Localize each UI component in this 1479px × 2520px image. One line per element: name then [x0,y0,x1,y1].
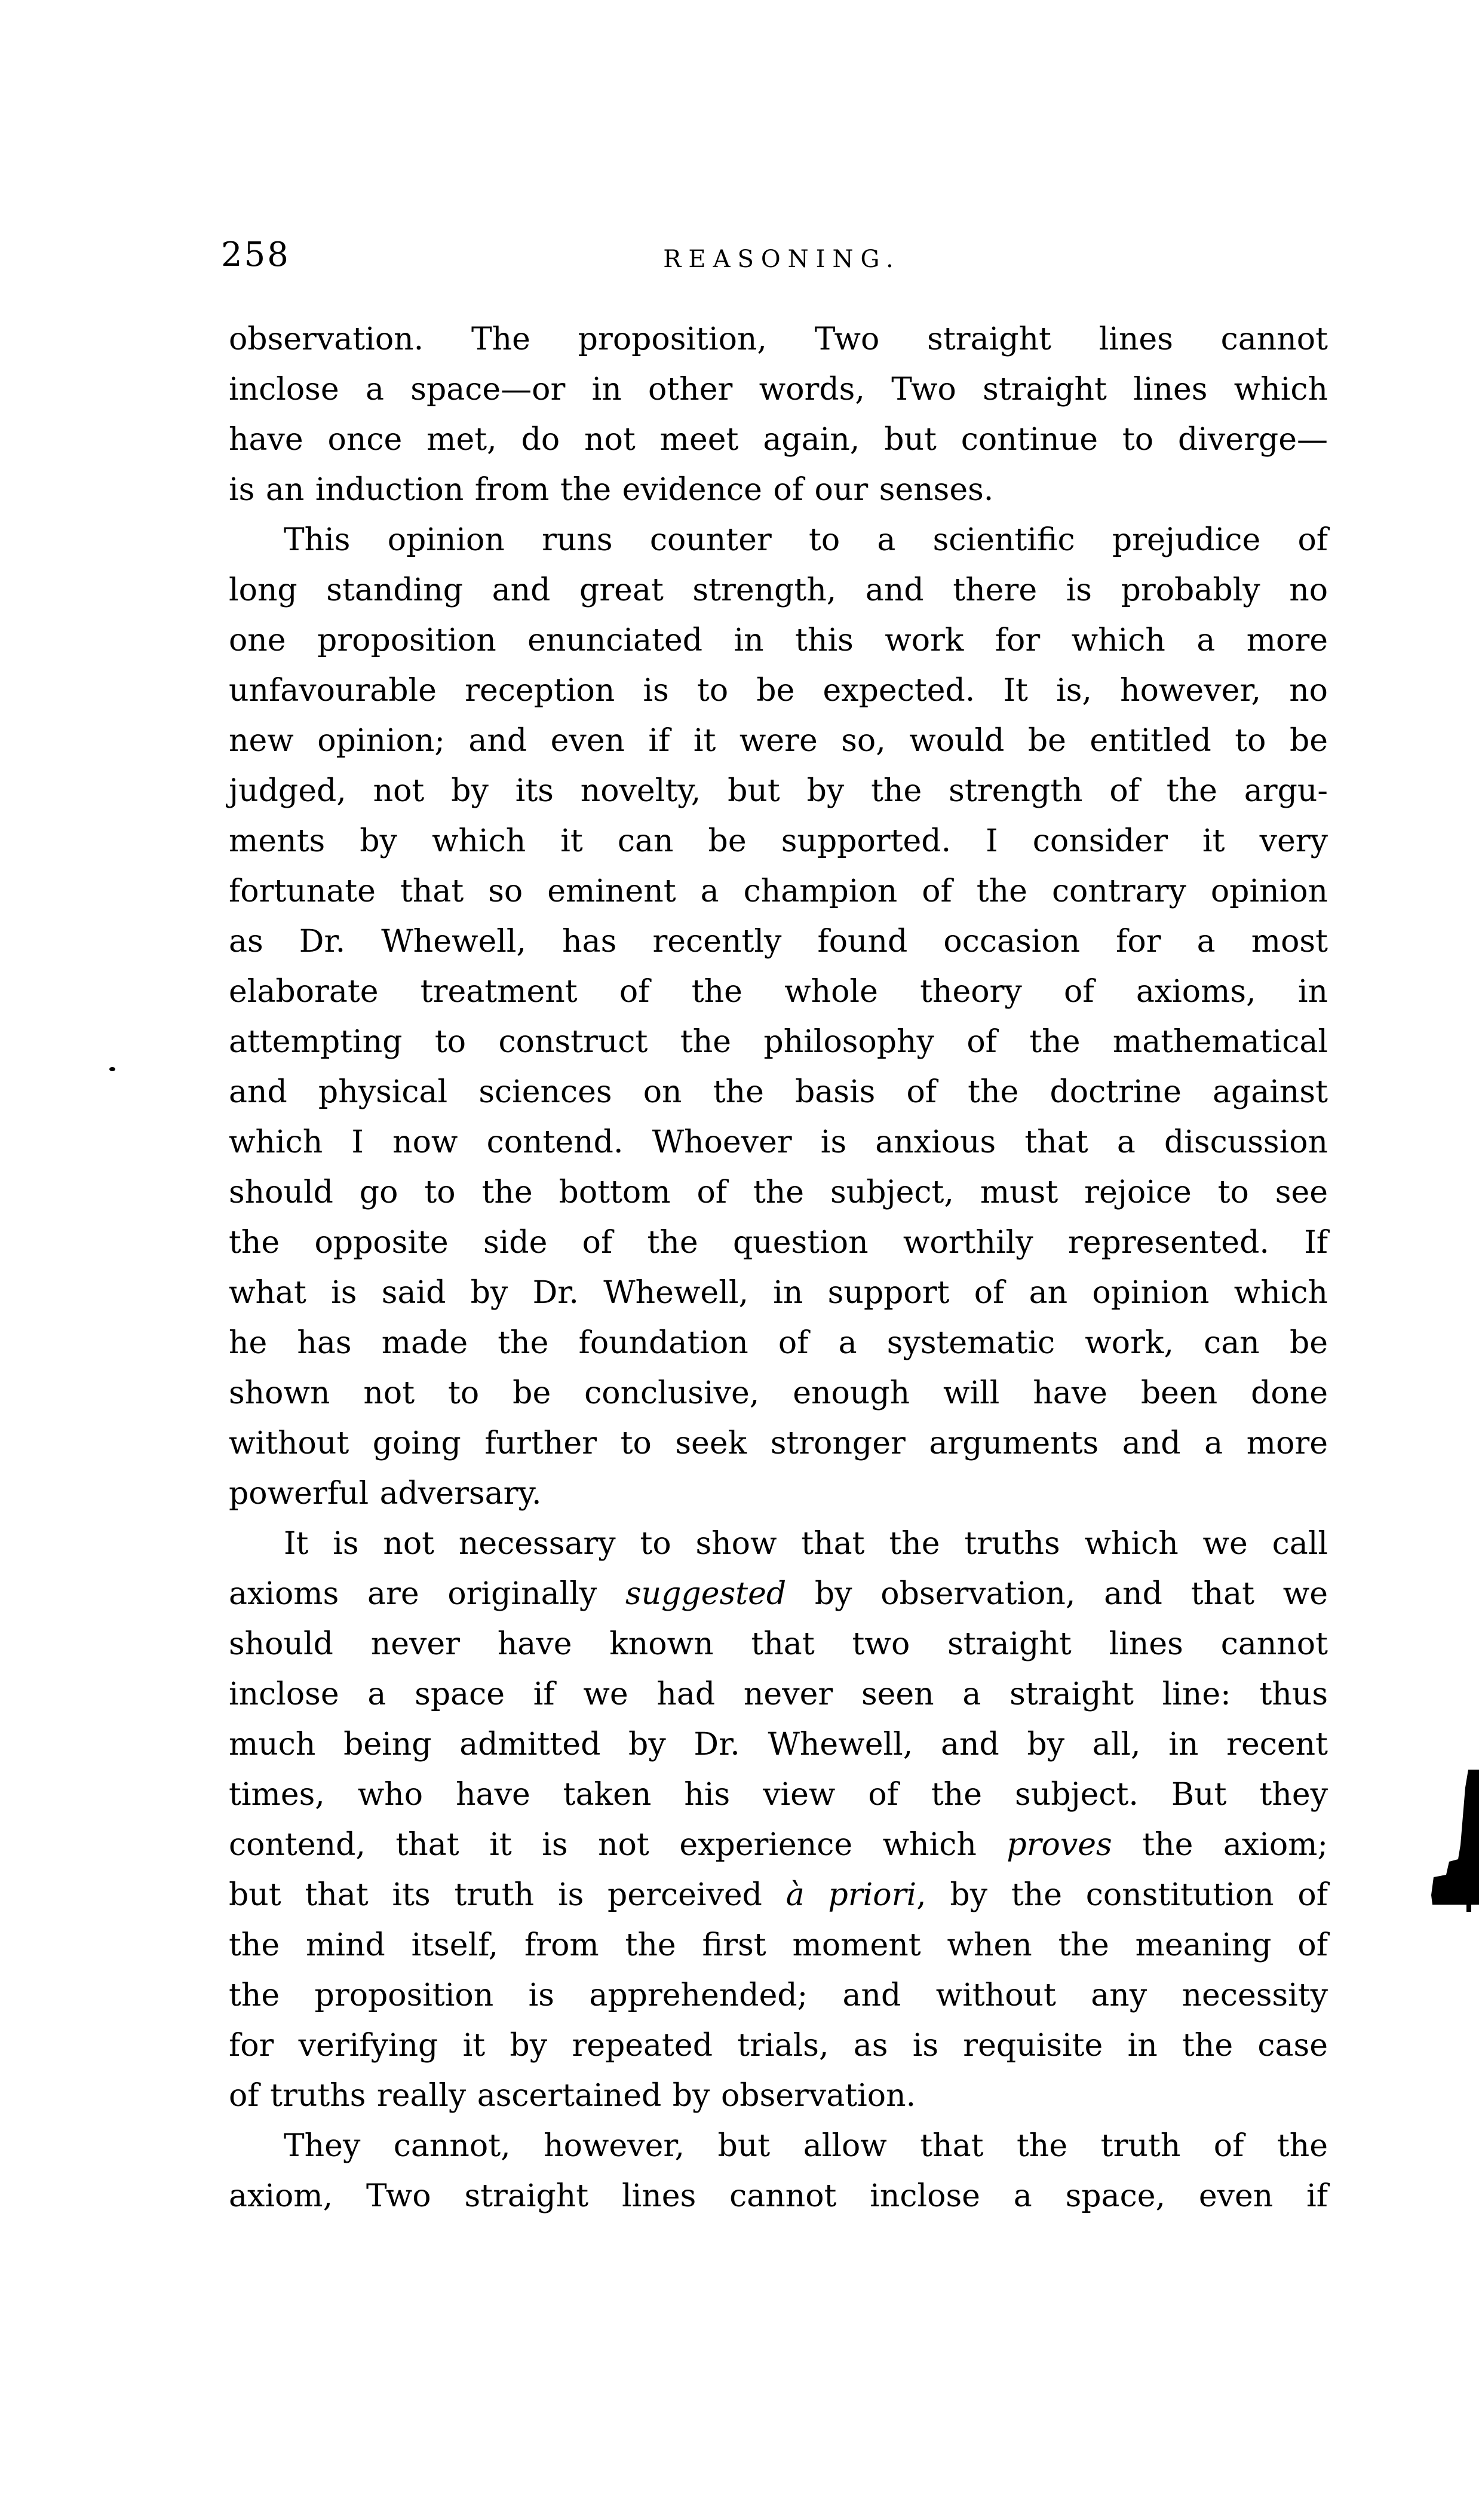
text-segment: , by the constitution of [916,1877,1328,1913]
text-segment: the mind itself, from the first moment when the meaning of [229,1927,1328,1963]
text-segment: times, who have taken his view of the subject. But they [229,1777,1328,1813]
text-segment: the proposition is apprehended; and without any necessity [229,1978,1328,2013]
text-segment: for verifying it by repeated trials, as is requisite in the case [229,2028,1328,2064]
text-segment: should never have known that two straight lines cannot [229,1626,1328,1662]
text-line [229,615,1328,666]
text-line [229,1770,1328,1820]
text-line [229,1619,1328,1669]
text-segment: inclose a space if we had never seen a straight line: thus [229,1676,1328,1712]
text-line [229,1418,1328,1469]
text-line [229,816,1328,866]
text-segment: axioms are originally [229,1576,625,1612]
text-segment: This opinion runs counter to a scientific prejudice of [284,522,1328,558]
text-line [229,2021,1328,2071]
text-segment: he has made the foundation of a systematic work, can be [229,1325,1328,1361]
text-segment: judged, not by its novelty, but by the strength of the argu- [229,773,1328,809]
text-segment: of truths really ascertained by observation. [229,2078,916,2114]
text-line [229,1519,1328,1569]
text-segment: observation. The proposition, Two straight lines cannot [229,321,1328,357]
text-segment: by observation, and that we [786,1576,1328,1612]
text-segment: contend, that it is not experience which [229,1827,1007,1863]
text-line [229,1970,1328,2021]
text-line [229,1268,1328,1318]
page-number: 258 [221,235,290,274]
text-line [229,2121,1328,2171]
italic-text: proves [1007,1827,1112,1863]
text-line [229,1569,1328,1619]
text-segment: which I now contend. Whoever is anxious that a discussion [229,1124,1328,1160]
text-line [229,666,1328,716]
text-segment: powerful adversary. [229,1476,542,1512]
text-line [229,1117,1328,1167]
text-line [229,1067,1328,1117]
text-line [229,1669,1328,1719]
text-line [229,415,1328,465]
text-segment: long standing and great strength, and there is probably no [229,572,1328,608]
text-segment: what is said by Dr. Whewell, in support of an opinion which [229,1275,1328,1311]
text-segment: unfavourable reception is to be expected. It is, however, no [229,673,1328,709]
text-line [229,1820,1328,1870]
text-line [229,1318,1328,1368]
text-segment: the axiom; [1112,1827,1328,1863]
running-head: REASONING. [663,246,901,273]
text-line [229,314,1328,364]
text-segment: ments by which it can be supported. I consider it very [229,823,1328,859]
scan-artifact-blob [1428,1765,1479,1915]
text-segment: elaborate treatment of the whole theory of axioms, in [229,974,1328,1010]
text-line [229,1368,1328,1418]
text-line [229,565,1328,615]
body-text [229,314,1328,2221]
text-line [229,1920,1328,1970]
text-segment: fortunate that so eminent a champion of the contrary opinion [229,873,1328,909]
text-line [229,1017,1328,1067]
text-segment: should go to the bottom of the subject, must rejoice to see [229,1175,1328,1210]
text-segment: inclose a space—or in other words, Two straight lines which [229,372,1328,407]
text-segment: one proposition enunciated in this work for which a more [229,623,1328,658]
text-segment: but that its truth is perceived [229,1877,786,1913]
text-line [229,716,1328,766]
text-line [229,515,1328,565]
text-segment: and physical sciences on the basis of the doctrine against [229,1074,1328,1110]
text-line [229,916,1328,967]
text-line [229,967,1328,1017]
text-segment: attempting to construct the philosophy of the mathematical [229,1024,1328,1060]
text-line [229,866,1328,916]
text-line [229,1870,1328,1920]
text-segment: They cannot, however, but allow that the truth of the [284,2128,1328,2164]
text-line [229,1167,1328,1218]
text-segment: new opinion; and even if it were so, would be entitled to be [229,723,1328,759]
text-line [229,766,1328,816]
text-segment: without going further to seek stronger arguments and a more [229,1425,1328,1461]
text-segment: have once met, do not meet again, but continue to diverge— [229,422,1328,458]
text-segment: is an induction from the evidence of our senses. [229,472,994,508]
text-line [229,1719,1328,1770]
text-line [229,1218,1328,1268]
text-line [229,364,1328,415]
italic-text: à priori [785,1877,917,1913]
scan-artifact-speck [109,1067,115,1071]
text-segment: It is not necessary to show that the truths which we call [284,1526,1328,1562]
text-segment: as Dr. Whewell, has recently found occasion for a most [229,924,1328,959]
text-segment: the opposite side of the question worthily represented. If [229,1225,1328,1261]
text-line [229,465,1328,515]
italic-text: suggested [625,1576,787,1612]
text-line [229,2171,1328,2221]
text-line [229,2071,1328,2121]
text-segment: much being admitted by Dr. Whewell, and by all, in recent [229,1727,1328,1762]
text-segment: axiom, Two straight lines cannot inclose a space, even if [229,2178,1328,2214]
text-segment: shown not to be conclusive, enough will have been done [229,1375,1328,1411]
text-line [229,1469,1328,1519]
